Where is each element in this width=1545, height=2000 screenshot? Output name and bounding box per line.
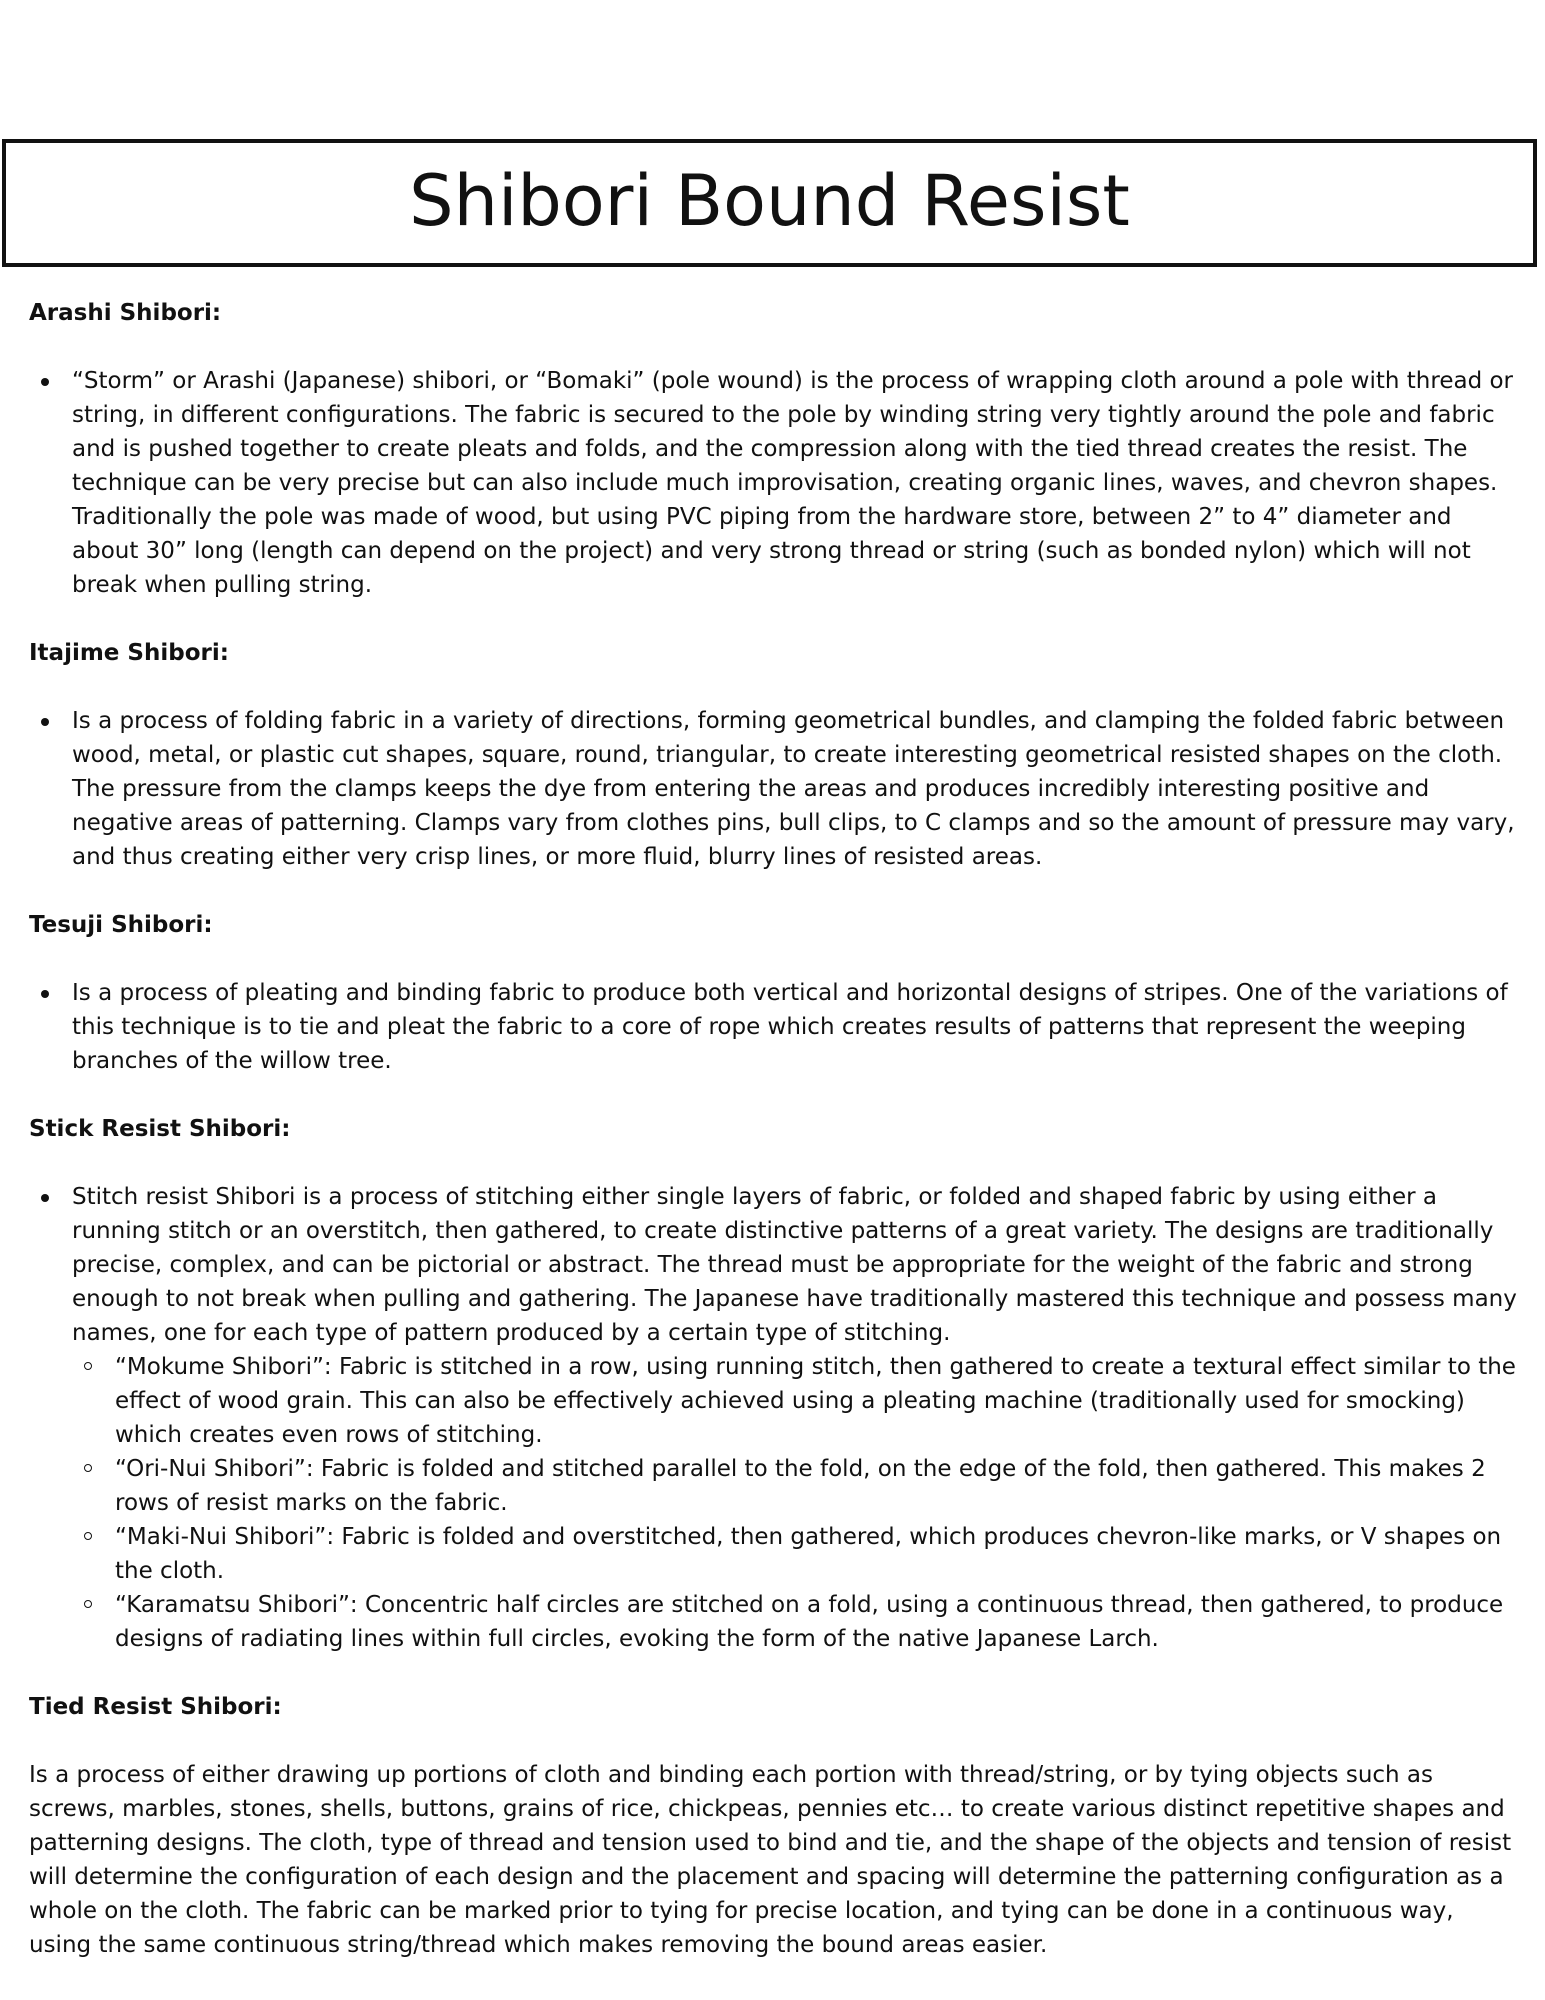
list-item: Is a process of pleating and binding fabric to produce both vertical and horizontal designs of stripes. One of the variations of this technique is to tie and pleat the fabric to a core of rope which creates results of patterns that represent the weeping branches of the willow tree. <box>29 976 1517 1078</box>
list-item <box>29 1180 1517 1656</box>
list-item: Is a process of folding fabric in a variety of directions, forming geometrical bundles, and clamping the folded fabric between wood, metal, or plastic cut shapes, square, round, triangular, to create interesting geometrical resisted shapes on the cloth. The pressure from the clamps keeps the dye from entering the areas and produces incredibly interesting positive and negative areas of patterning. Clamps vary from clothes pins, bull clips, to C clamps and so the amount of pressure may vary, and thus creating either very crisp lines, or more fluid, blurry lines of resisted areas. <box>29 704 1517 874</box>
sub-list-item-maki-nui: “Maki-Nui Shibori”: Fabric is folded and overstitched, then gathered, which produces chevron-like marks, or V shapes on the cloth. <box>72 1520 1517 1588</box>
bullet-list-tesuji <box>29 976 1517 1078</box>
section-heading-stick-resist: Stick Resist Shibori: <box>29 1116 291 1142</box>
document-body <box>29 296 1517 1962</box>
section-heading-itajime: Itajime Shibori: <box>29 640 229 666</box>
sub-list-item-karamatsu: “Karamatsu Shibori”: Concentric half circles are stitched on a fold, using a continuous thread, then gathered, to produce designs of radiating lines within full circles, evoking the form of the native Japanese Larch. <box>72 1588 1517 1656</box>
bullet-list-stick-resist <box>29 1180 1517 1656</box>
sub-bullet-list <box>72 1350 1517 1656</box>
section-heading-arashi: Arashi Shibori: <box>29 300 222 326</box>
title-box <box>2 139 1537 267</box>
bullet-list-itajime <box>29 704 1517 874</box>
section-heading-tesuji: Tesuji Shibori: <box>29 912 213 938</box>
list-item-text: Stitch resist Shibori is a process of stitching either single layers of fabric, or folded and shaped fabric by using either a running stitch or an overstitch, then gathered, to create distinctive patterns of a great variety. The designs are traditionally precise, complex, and can be pictorial or abstract. The thread must be appropriate for the weight of the fabric and strong enough to not break when pulling and gathering. The Japanese have traditionally mastered this technique and possess many names, one for each type of pattern produced by a certain type of stitching. <box>72 1184 1517 1346</box>
section-heading-tied-resist: Tied Resist Shibori: <box>29 1694 282 1720</box>
bullet-list-arashi <box>29 364 1517 602</box>
page-title: Shibori Bound Resist <box>409 160 1130 242</box>
sub-list-item-ori-nui: “Ori-Nui Shibori”: Fabric is folded and stitched parallel to the fold, on the edge of the fold, then gathered. This makes 2 rows of resist marks on the fabric. <box>72 1452 1517 1520</box>
paragraph-tied-resist: Is a process of either drawing up portions of cloth and binding each portion with thread/string, or by tying objects such as screws, marbles, stones, shells, buttons, grains of rice, chickpeas, pennies etc… to create various distinct repetitive shapes and patterning designs. The cloth, type of thread and tension used to bind and tie, and the shape of the objects and tension of resist will determine the configuration of each design and the placement and spacing will determine the patterning configuration as a whole on the cloth. The fabric can be marked prior to tying for precise location, and tying can be done in a continuous way, using the same continuous string/thread which makes removing the bound areas easier. <box>29 1762 1512 1958</box>
list-item: “Storm” or Arashi (Japanese) shibori, or “Bomaki” (pole wound) is the process of wrapping cloth around a pole with thread or string, in different configurations. The fabric is secured to the pole by winding string very tightly around the pole and fabric and is pushed together to create pleats and folds, and the compression along with the tied thread creates the resist. The technique can be very precise but can also include much improvisation, creating organic lines, waves, and chevron shapes. Traditionally the pole was made of wood, but using PVC piping from the hardware store, between 2” to 4” diameter and about 30” long (length can depend on the project) and very strong thread or string (such as bonded nylon) which will not break when pulling string. <box>29 364 1517 602</box>
sub-list-item-mokume: “Mokume Shibori”: Fabric is stitched in a row, using running stitch, then gathered to create a textural effect similar to the effect of wood grain. This can also be effectively achieved using a pleating machine (traditionally used for smocking) which creates even rows of stitching. <box>72 1350 1517 1452</box>
